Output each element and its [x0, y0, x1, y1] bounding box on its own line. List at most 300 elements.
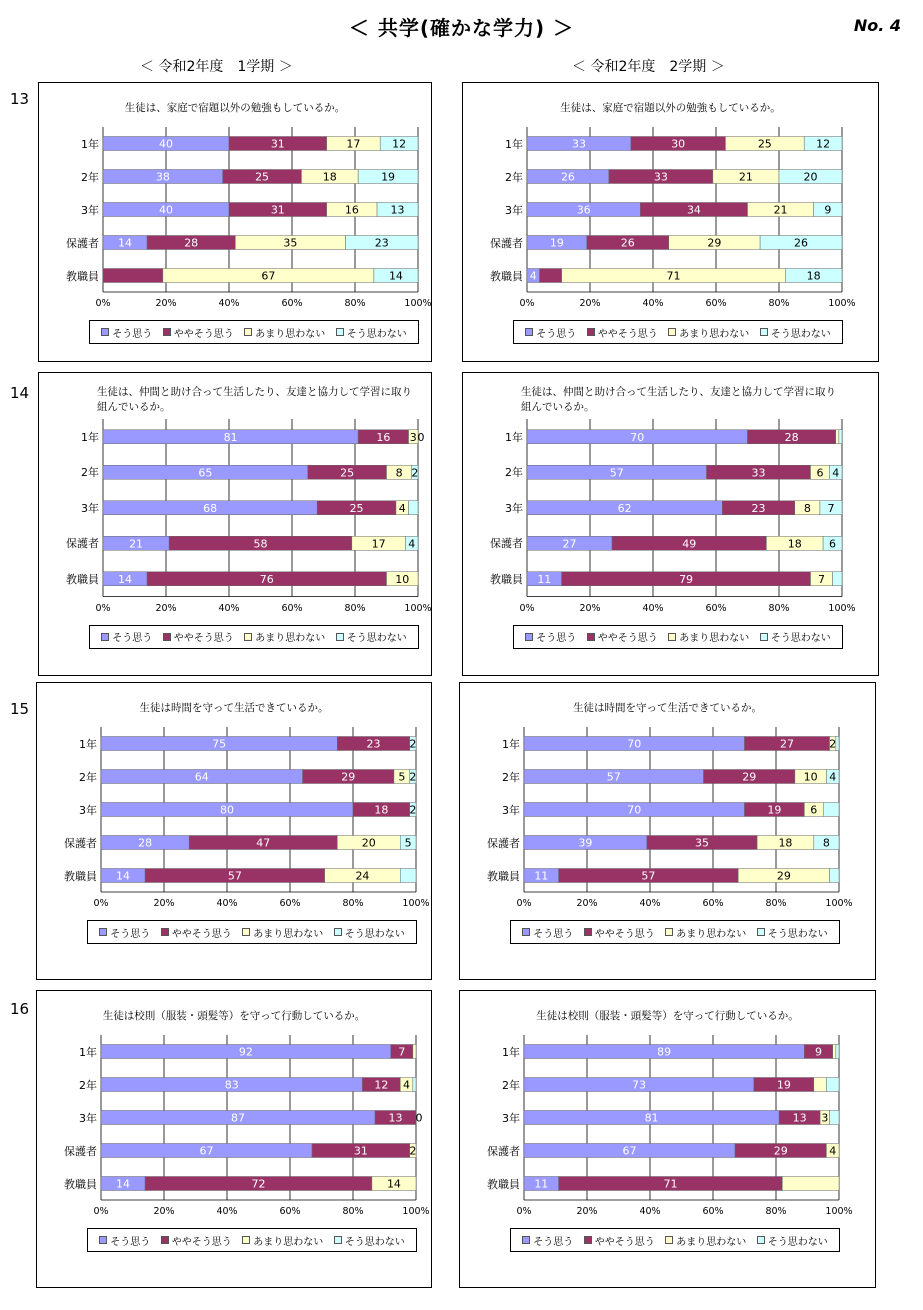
data-label: 28 [784, 430, 799, 444]
category-label: 3年 [505, 203, 523, 217]
x-tick-label: 0% [95, 602, 111, 614]
data-label: 28 [184, 236, 199, 250]
data-label: 36 [576, 203, 591, 217]
data-label: 21 [129, 537, 144, 551]
legend-label: そう思わない [770, 328, 831, 340]
chart-legend [89, 625, 419, 649]
chart-title: 生徒は校則（服装・頭髪等）を守って行動しているか。 [536, 1010, 799, 1022]
legend-swatch [668, 633, 676, 641]
legend-label: あまり思わない [255, 633, 326, 644]
data-label: 31 [270, 203, 285, 217]
chart-panel-q13-t1 [38, 82, 432, 362]
legend-swatch [584, 928, 592, 936]
legend-item [99, 925, 150, 940]
legend-item [757, 925, 828, 940]
data-label: 4 [403, 1078, 411, 1092]
data-label: 12 [392, 137, 407, 151]
category-label: 保護者 [66, 236, 99, 250]
bar-segment [839, 430, 842, 444]
legend-label: ややそう思う [173, 633, 234, 644]
data-label: 79 [679, 572, 694, 586]
legend-item [99, 1233, 150, 1248]
legend-item [584, 925, 655, 940]
data-label: 26 [794, 236, 809, 250]
category-label: 2年 [505, 466, 523, 480]
legend-swatch [525, 328, 533, 336]
category-label: 保護者 [487, 836, 520, 850]
data-label: 16 [376, 430, 391, 444]
x-tick-label: 80% [765, 1206, 787, 1217]
category-label: 2年 [502, 1078, 520, 1092]
x-tick-label: 100% [404, 298, 432, 309]
data-label: 7 [818, 572, 826, 586]
data-label: 67 [261, 269, 276, 283]
x-tick-label: 80% [344, 298, 366, 309]
category-label: 3年 [81, 501, 99, 515]
legend-swatch [242, 1236, 250, 1244]
data-label: 57 [606, 770, 621, 784]
data-label: 29 [341, 770, 356, 784]
data-label: 70 [627, 803, 642, 817]
data-label: 20 [803, 170, 818, 184]
legend-swatch [584, 1236, 592, 1244]
bar-segment [836, 1045, 839, 1059]
data-label: 31 [270, 137, 285, 151]
data-label: 3 [821, 1111, 829, 1125]
x-tick-label: 20% [153, 898, 175, 909]
x-tick-label: 20% [155, 602, 177, 614]
category-label: 3年 [79, 1111, 97, 1125]
x-tick-label: 0% [516, 898, 532, 909]
x-tick-label: 20% [576, 898, 598, 909]
legend-swatch [757, 1236, 765, 1244]
chart-legend [87, 1228, 417, 1252]
category-label: 2年 [505, 170, 523, 184]
term-2-heading: ＜ 令和2年度 2学期 ＞ [572, 59, 725, 75]
bar-segment [833, 572, 842, 586]
legend-swatch [336, 328, 344, 336]
question-number: 16 [10, 1000, 30, 1018]
category-label: 2年 [81, 170, 99, 184]
category-label: 1年 [81, 137, 99, 151]
legend-swatch [334, 1236, 342, 1244]
legend-label: あまり思わない [253, 928, 324, 940]
category-label: 1年 [79, 1045, 97, 1059]
data-label: 19 [776, 1078, 791, 1092]
data-label: 26 [560, 170, 575, 184]
data-label: 29 [742, 770, 757, 784]
legend-label: そう思わない [344, 928, 405, 940]
category-label: 教職員 [66, 269, 99, 283]
x-tick-label: 60% [702, 1206, 724, 1217]
category-label: 保護者 [490, 537, 523, 551]
legend-item [336, 629, 407, 644]
bar-segment [400, 869, 416, 883]
x-tick-label: 100% [402, 898, 430, 909]
legend-item [163, 629, 234, 644]
data-label: 33 [751, 466, 766, 480]
data-label: 0 [415, 1111, 423, 1125]
x-tick-label: 20% [153, 1206, 175, 1217]
chart-title: 生徒は、家庭で宿題以外の勉強もしているか。 [124, 102, 346, 114]
legend-label: あまり思わない [679, 633, 750, 644]
chart-legend [87, 920, 417, 944]
bar-segment [782, 1177, 839, 1191]
page-title: ＜ 共学(確かな学力) ＞ [348, 16, 575, 40]
category-label: 3年 [81, 203, 99, 217]
data-label: 25 [255, 170, 270, 184]
legend-item [584, 1233, 655, 1248]
data-label: 14 [116, 869, 131, 883]
category-label: 2年 [79, 770, 97, 784]
category-label: 教職員 [64, 1177, 97, 1191]
legend-label: あまり思わない [253, 1236, 324, 1248]
x-tick-label: 100% [825, 1206, 853, 1217]
chart-panel-q15-t1 [36, 682, 432, 980]
data-label: 17 [371, 537, 386, 551]
data-label: 2 [411, 466, 419, 480]
data-label: 57 [227, 869, 242, 883]
chart-title: 生徒は時間を守って生活できているか。 [573, 702, 762, 714]
bar-segment [103, 269, 163, 283]
data-label: 30 [671, 137, 686, 151]
legend-item [587, 629, 658, 644]
category-label: 3年 [79, 803, 97, 817]
data-label: 27 [780, 737, 795, 751]
legend-label: そう思う [110, 928, 151, 940]
data-label: 19 [381, 170, 396, 184]
data-label: 6 [829, 537, 837, 551]
category-label: 保護者 [487, 1144, 520, 1158]
bar-segment [826, 1078, 839, 1092]
data-label: 25 [340, 466, 355, 480]
legend-label: ややそう思う [171, 1236, 232, 1248]
category-label: 教職員 [487, 1177, 520, 1191]
legend-item [334, 925, 405, 940]
x-tick-label: 20% [155, 298, 177, 309]
legend-swatch [757, 928, 765, 936]
data-label: 19 [549, 236, 564, 250]
data-label: 6 [816, 466, 824, 480]
legend-swatch [760, 328, 768, 336]
data-label: 70 [627, 737, 642, 751]
category-label: 教職員 [64, 869, 97, 883]
x-tick-label: 0% [519, 298, 535, 309]
x-tick-label: 80% [344, 602, 366, 614]
x-tick-label: 80% [765, 898, 787, 909]
legend-item [242, 925, 323, 940]
data-label: 58 [253, 537, 268, 551]
legend-label: ややそう思う [597, 328, 658, 340]
x-tick-label: 100% [402, 1206, 430, 1217]
data-label: 49 [682, 537, 697, 551]
legend-label: ややそう思う [173, 328, 234, 340]
term-1-heading: ＜ 令和2年度 1学期 ＞ [140, 59, 293, 75]
data-label: 18 [374, 803, 389, 817]
legend-label: そう思わない [346, 633, 407, 644]
x-tick-label: 60% [281, 298, 303, 309]
data-label: 29 [707, 236, 722, 250]
data-label: 68 [203, 501, 218, 515]
data-label: 62 [617, 501, 632, 515]
data-label: 4 [398, 501, 406, 515]
x-tick-label: 60% [705, 298, 727, 309]
chart-panel-q14-t1 [38, 372, 432, 676]
x-tick-label: 20% [579, 602, 601, 614]
data-label: 71 [666, 269, 681, 283]
x-tick-label: 80% [342, 898, 364, 909]
data-label: 7 [398, 1045, 406, 1059]
data-label: 8 [395, 466, 403, 480]
x-tick-label: 40% [216, 1206, 238, 1217]
x-tick-label: 60% [702, 898, 724, 909]
data-label: 4 [408, 537, 416, 551]
bar-segment [540, 269, 562, 283]
legend-swatch [522, 1236, 530, 1244]
data-label: 4 [829, 770, 837, 784]
legend-item [101, 629, 152, 644]
legend-swatch [336, 633, 344, 641]
data-label: 5 [404, 836, 412, 850]
data-label: 40 [159, 137, 173, 151]
legend-label: そう思う [536, 633, 577, 644]
category-label: 2年 [79, 1078, 97, 1092]
legend-swatch [161, 1236, 169, 1244]
category-label: 教職員 [490, 269, 523, 283]
data-label: 76 [259, 572, 274, 586]
data-label: 31 [353, 1144, 368, 1158]
legend-swatch [101, 633, 109, 641]
x-tick-label: 100% [825, 898, 853, 909]
data-label: 67 [622, 1144, 637, 1158]
legend-label: ややそう思う [597, 633, 658, 644]
chart-legend [513, 320, 843, 344]
legend-label: そう思わない [344, 1236, 405, 1248]
bar-segment [413, 1045, 416, 1059]
data-label: 13 [388, 1111, 403, 1125]
data-label: 11 [534, 1177, 549, 1191]
legend-item [242, 1233, 323, 1248]
data-label: 12 [374, 1078, 389, 1092]
legend-swatch [244, 633, 252, 641]
legend-item [336, 325, 407, 340]
data-label: 16 [344, 203, 359, 217]
legend-swatch [163, 633, 171, 641]
legend-item [163, 325, 234, 340]
legend-item [244, 629, 325, 644]
x-tick-label: 80% [768, 298, 790, 309]
data-label: 2 [409, 803, 417, 817]
data-label: 80 [220, 803, 234, 817]
data-label: 18 [322, 170, 337, 184]
data-label: 10 [395, 572, 410, 586]
data-label: 29 [773, 1144, 788, 1158]
data-label: 33 [571, 137, 586, 151]
legend-label: そう思わない [770, 633, 831, 644]
x-tick-label: 20% [576, 1206, 598, 1217]
chart-legend [510, 920, 840, 944]
data-label: 26 [620, 236, 635, 250]
x-tick-label: 60% [705, 602, 727, 614]
data-label: 25 [757, 137, 772, 151]
data-label: 9 [824, 203, 832, 217]
legend-swatch [101, 328, 109, 336]
data-label: 81 [644, 1111, 659, 1125]
legend-label: そう思わない [346, 328, 407, 340]
legend-item [334, 1233, 405, 1248]
category-label: 教職員 [66, 572, 99, 586]
x-tick-label: 60% [281, 602, 303, 614]
chart-panel-q16-t2 [459, 990, 876, 1288]
data-label: 75 [212, 737, 227, 751]
data-label: 34 [686, 203, 701, 217]
chart-legend [513, 625, 843, 649]
question-number: 13 [10, 90, 30, 108]
data-label: 14 [388, 269, 403, 283]
question-number: 14 [10, 384, 30, 402]
data-label: 13 [792, 1111, 807, 1125]
category-label: 2年 [81, 466, 99, 480]
data-label: 64 [194, 770, 209, 784]
data-label: 83 [224, 1078, 239, 1092]
chart-panel-q13-t2 [462, 82, 879, 362]
data-label: 8 [822, 836, 830, 850]
category-label: 1年 [79, 737, 97, 751]
legend-label: そう思う [112, 633, 153, 644]
data-label: 33 [653, 170, 668, 184]
data-label: 23 [366, 737, 381, 751]
x-tick-label: 80% [342, 1206, 364, 1217]
data-label: 57 [609, 466, 624, 480]
x-tick-label: 0% [95, 298, 111, 309]
data-label: 18 [778, 836, 793, 850]
data-label: 4 [832, 466, 840, 480]
data-label: 3 [409, 430, 417, 444]
legend-swatch [665, 1236, 673, 1244]
bar-segment [823, 803, 839, 817]
legend-item [665, 1233, 746, 1248]
data-label: 14 [118, 236, 133, 250]
data-label: 39 [578, 836, 593, 850]
legend-swatch [161, 928, 169, 936]
category-label: 保護者 [490, 236, 523, 250]
legend-swatch [99, 928, 107, 936]
x-tick-label: 40% [639, 898, 661, 909]
legend-item [101, 325, 152, 340]
data-label: 27 [562, 537, 577, 551]
category-label: 1年 [502, 1045, 520, 1059]
chart-legend [510, 1228, 840, 1252]
legend-item [522, 925, 573, 940]
data-label: 23 [374, 236, 389, 250]
bar-segment [833, 1045, 836, 1059]
category-label: 教職員 [490, 572, 523, 586]
x-tick-label: 100% [828, 602, 856, 614]
data-label: 24 [355, 869, 370, 883]
data-label: 8 [803, 501, 811, 515]
data-label: 20 [361, 836, 376, 850]
x-tick-label: 60% [279, 1206, 301, 1217]
data-label: 2 [409, 770, 417, 784]
legend-label: そう思わない [767, 1236, 828, 1248]
data-label: 73 [631, 1078, 646, 1092]
data-label: 67 [199, 1144, 214, 1158]
legend-label: そう思う [533, 1236, 574, 1248]
category-label: 保護者 [64, 1144, 97, 1158]
legend-label: そう思う [110, 1236, 151, 1248]
category-label: 3年 [502, 803, 520, 817]
x-tick-label: 40% [218, 602, 240, 614]
category-label: 1年 [505, 430, 523, 444]
data-label: 92 [238, 1045, 253, 1059]
data-label: 89 [657, 1045, 672, 1059]
data-label: 71 [663, 1177, 678, 1191]
legend-swatch [525, 633, 533, 641]
data-label: 87 [231, 1111, 246, 1125]
chart-title: 生徒は校則（服装・頭髪等）を守って行動しているか。 [102, 1010, 366, 1022]
legend-swatch [760, 633, 768, 641]
legend-swatch [522, 928, 530, 936]
data-label: 2 [829, 737, 837, 751]
legend-item [161, 925, 232, 940]
category-label: 3年 [505, 501, 523, 515]
bar-segment [409, 501, 418, 515]
category-label: 3年 [502, 1111, 520, 1125]
data-label: 18 [787, 537, 802, 551]
x-tick-label: 40% [218, 298, 240, 309]
legend-swatch [587, 633, 595, 641]
x-tick-label: 20% [579, 298, 601, 309]
data-label: 19 [767, 803, 782, 817]
x-tick-label: 100% [828, 298, 856, 309]
legend-swatch [665, 928, 673, 936]
chart-legend [89, 320, 419, 344]
legend-label: ややそう思う [594, 928, 655, 940]
data-label: 38 [155, 170, 170, 184]
legend-item [757, 1233, 828, 1248]
category-label: 1年 [502, 737, 520, 751]
chart-panel-q14-t2 [462, 372, 879, 676]
legend-swatch [587, 328, 595, 336]
data-label: 12 [816, 137, 831, 151]
category-label: 保護者 [66, 537, 99, 551]
data-label: 70 [630, 430, 645, 444]
data-label: 13 [390, 203, 405, 217]
chart-title: 生徒は、仲間と助け合って生活したり、友達と協力して学習に取り組んでいるか。 [521, 386, 836, 413]
legend-swatch [163, 328, 171, 336]
x-tick-label: 40% [639, 1206, 661, 1217]
chart-panel-q16-t1 [36, 990, 432, 1288]
legend-label: そう思う [112, 328, 153, 340]
data-label: 4 [829, 1144, 837, 1158]
data-label: 18 [806, 269, 821, 283]
data-label: 11 [537, 572, 552, 586]
data-label: 14 [118, 572, 133, 586]
category-label: 教職員 [487, 869, 520, 883]
data-label: 0 [417, 430, 425, 444]
legend-label: あまり思わない [676, 1236, 747, 1248]
data-label: 21 [738, 170, 753, 184]
data-label: 35 [694, 836, 709, 850]
x-tick-label: 0% [519, 602, 535, 614]
x-tick-label: 40% [216, 898, 238, 909]
data-label: 81 [223, 430, 238, 444]
legend-item [587, 325, 658, 340]
bar-segment [413, 1078, 416, 1092]
category-label: 1年 [81, 430, 99, 444]
chart-title: 生徒は時間を守って生活できているか。 [139, 702, 329, 714]
legend-item [665, 925, 746, 940]
